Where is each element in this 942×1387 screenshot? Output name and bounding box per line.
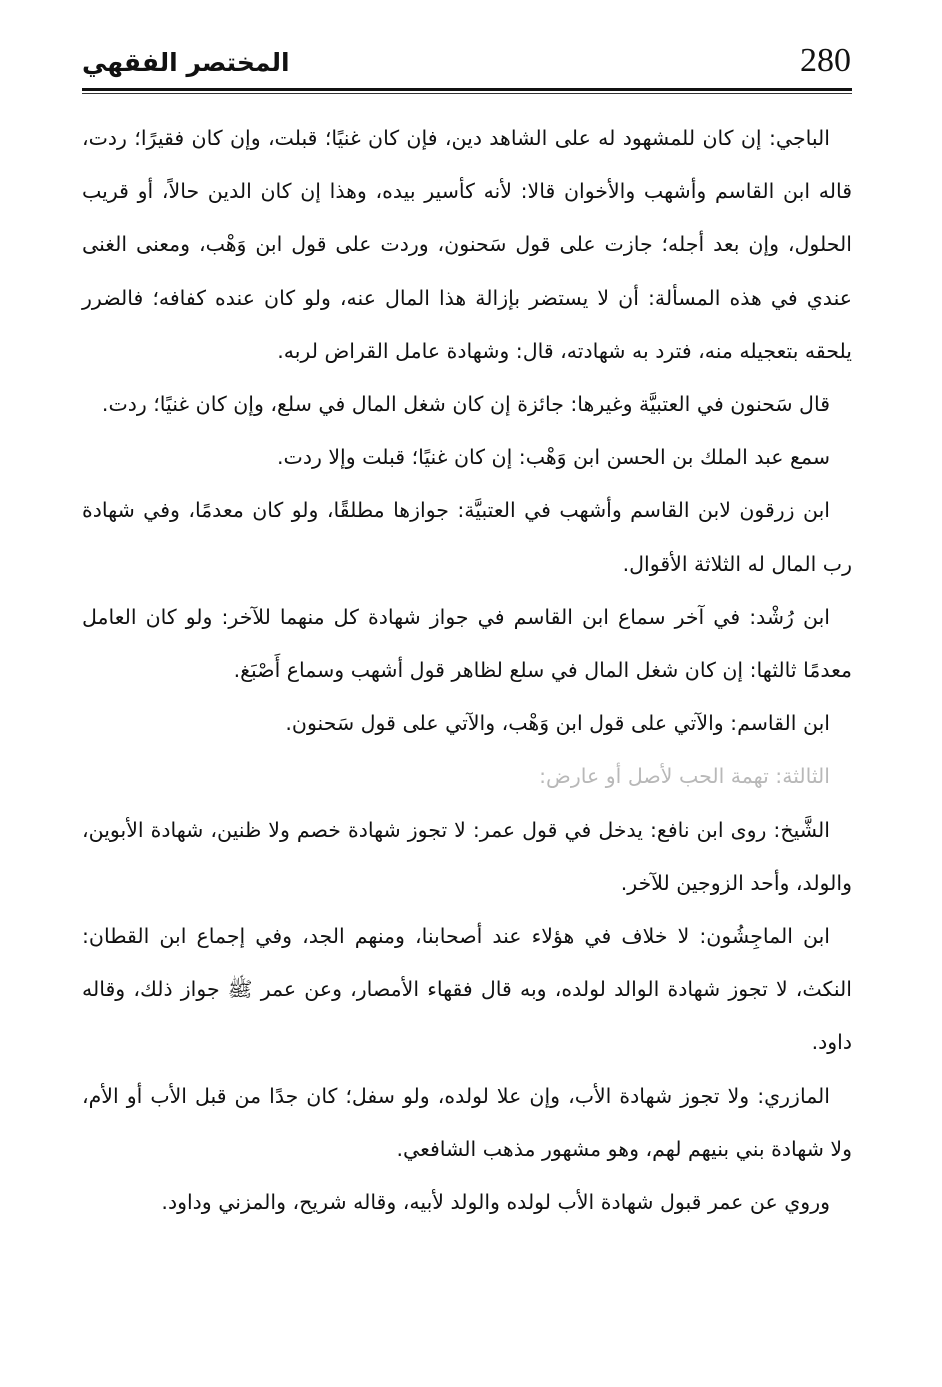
header-rule-thick bbox=[82, 88, 852, 91]
paragraph-ibn-al-majishun: ابن الماجِشُون: لا خلاف في هؤلاء عند أصحابنا، ومنهم الجد، وفي إجماع ابن القطان: النكث، لا تجوز شهادة الوالد لولده، وبه قال فقهاء الأمصار، وعن عمر ﷺ جواز ذلك، وقاله داود. bbox=[82, 924, 852, 1055]
page-header bbox=[82, 38, 852, 88]
paragraph-abd-al-malik: سمع عبد الملك بن الحسن ابن وَهْب: إن كان غنيًا؛ قبلت وإلا ردت. bbox=[277, 445, 830, 470]
running-title: المختصر الفقهي bbox=[82, 48, 290, 77]
paragraph-shaykh: الشَّيخ: روى ابن نافع: يدخل في قول عمر: لا تجوز شهادة خصم ولا ظنين، شهادة الأبوين، والولد، وأحد الزوجين للآخر. bbox=[82, 817, 852, 895]
section-heading-third: الثالثة: تهمة الحب لأصل أو عارض: bbox=[539, 764, 830, 789]
page-number: 280 bbox=[800, 42, 851, 79]
paragraph-ibn-al-qasim: ابن القاسم: والآتي على قول ابن وَهْب، والآتي على قول سَحنون. bbox=[285, 711, 830, 736]
paragraph-ibn-rushd: ابن رُشْد: في آخر سماع ابن القاسم في جواز شهادة كل منهما للآخر: ولو كان العامل معدمًا ثالثها: إن كان شغل المال في سلع لظاهر قول أشهب وسماع أَصْبَغ. bbox=[82, 604, 852, 683]
paragraph-baji: الباجي: إن كان للمشهود له على الشاهد دين، فإن كان غنيًا؛ قبلت، وإن كان فقيرًا؛ ردت، قاله ابن القاسم وأشهب والأخوان قالا: لأنه كأسير بيده، وهذا إن كان الدين حالاً، أو قريب الحلول، وإن بعد أجله؛ جازت على قول سَحنون، وردت على قول ابن وَهْب، ومعنى الغنى عندي في هذه المسألة: أن لا يستضر بإزالة هذا المال عنه، ولو كان عنده كفافه؛ فالضرر يلحقه بتعجيله منه، فترد به شهادته، قال: وشهادة عامل القراض لربه. bbox=[82, 126, 852, 363]
paragraph-ibn-zarqun: ابن زرقون لابن القاسم وأشهب في العتبيَّة: جوازها مطلقًا، ولو كان معدمًا، وفي شهادة رب المال له الثلاثة الأقوال. bbox=[82, 498, 852, 576]
paragraph-mazari: المازري: ولا تجوز شهادة الأب، وإن علا لولده، ولو سفل؛ كان جدًا من قبل الأب أو الأم، ولا شهادة بني بنيهم لهم، وهو مشهور مذهب الشافعي. bbox=[82, 1083, 852, 1161]
body-text bbox=[82, 112, 852, 1229]
header-rule-thin bbox=[82, 93, 852, 94]
paragraph-sahnun: قال سَحنون في العتبيَّة وغيرها: جائزة إن كان شغل المال في سلع، وإن كان غنيًا؛ ردت. bbox=[101, 392, 830, 417]
paragraph-umar: وروي عن عمر قبول شهادة الأب لولده والولد لأبيه، وقاله شريح، والمزني وداود. bbox=[161, 1190, 830, 1215]
